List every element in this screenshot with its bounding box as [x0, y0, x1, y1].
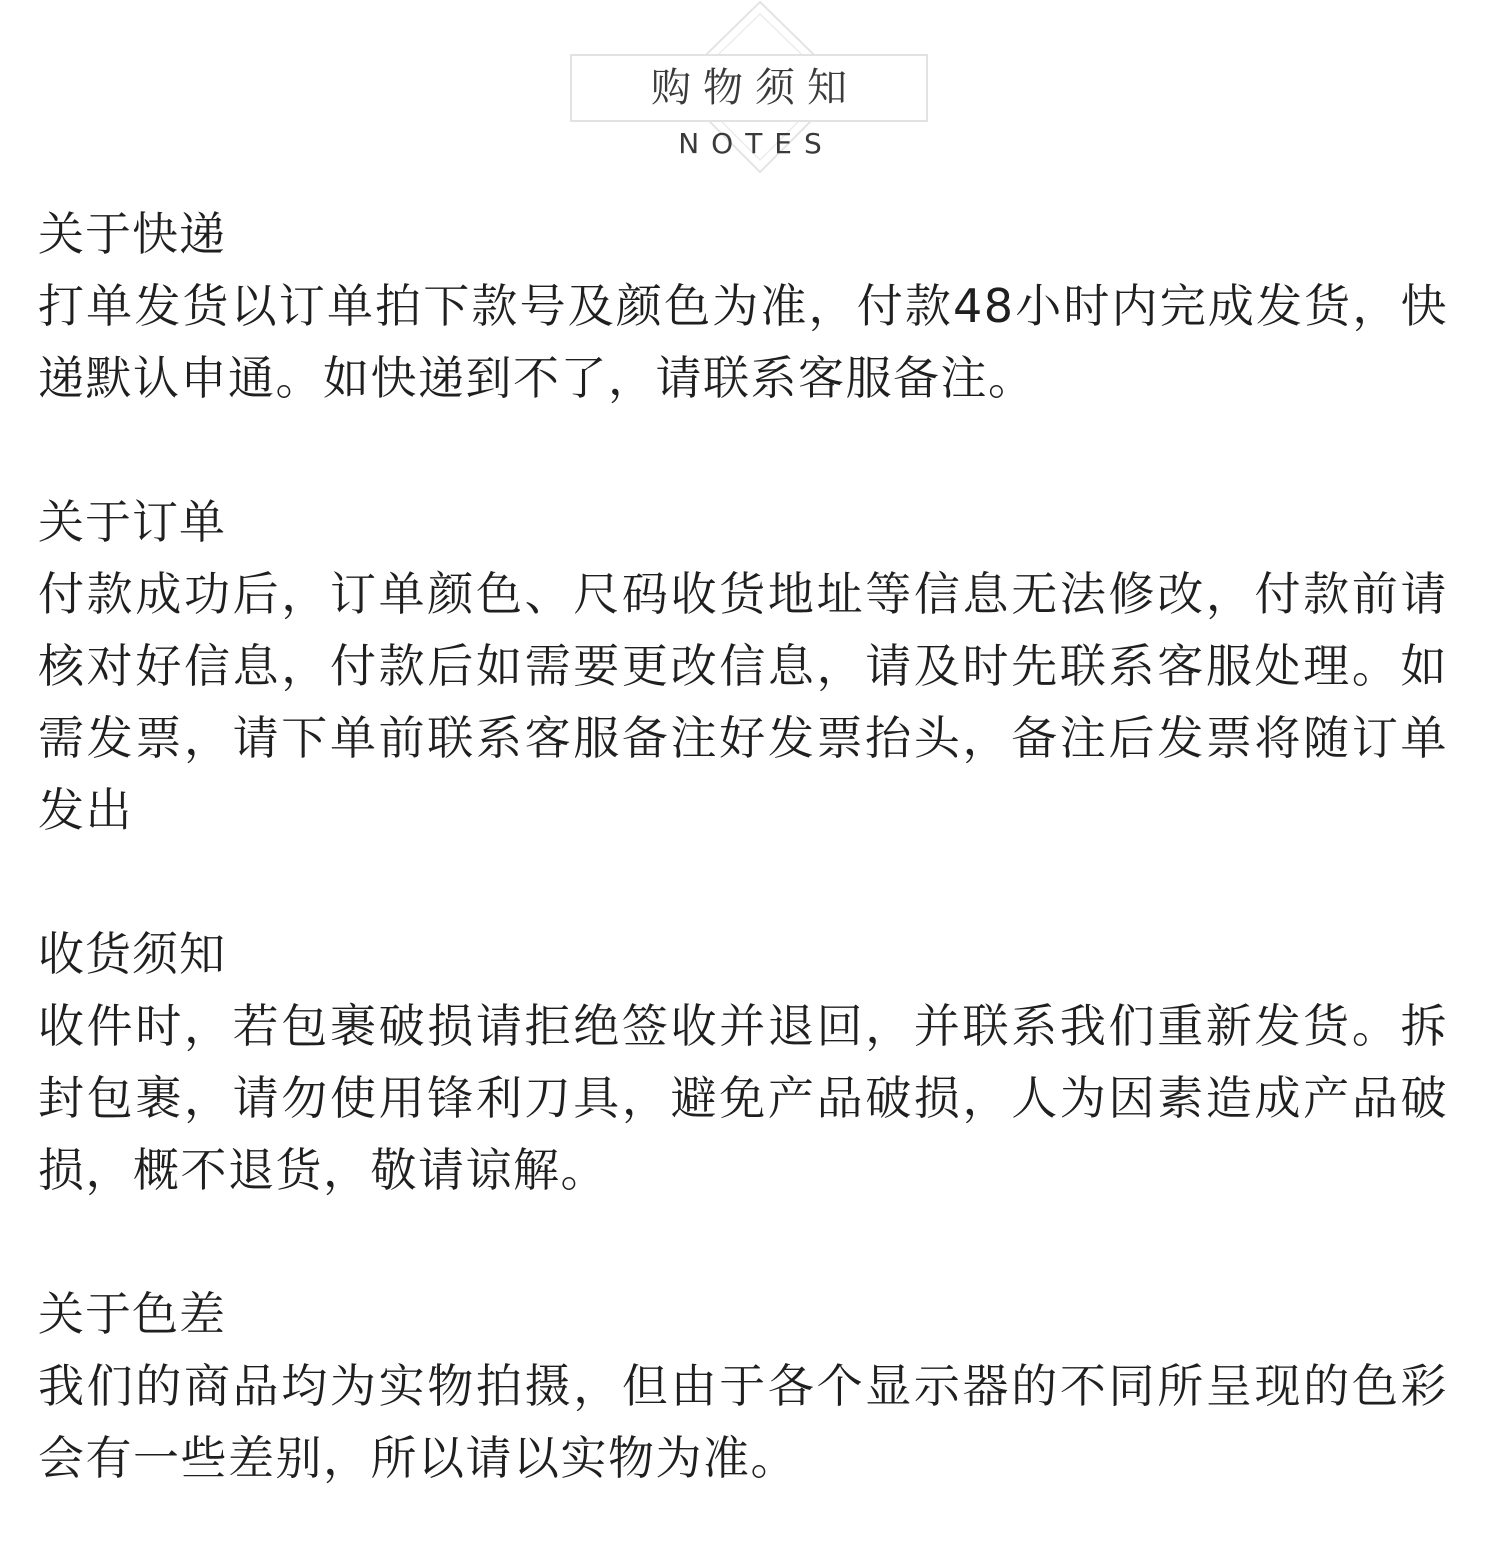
section-body: 收件时，若包裹破损请拒绝签收并退回，并联系我们重新发货。拆封包裹，请勿使用锋利刀具，避免产品破损，人为因素造成产品破损，概不退货，敬请谅解。 [38, 999, 1448, 1197]
section-title: 关于色差 [38, 1287, 226, 1341]
section-body: 我们的商品均为实物拍摄，但由于各个显示器的不同所呈现的色彩会有一些差别，所以请以实物为准。 [38, 1359, 1448, 1485]
section-body: 打单发货以订单拍下款号及颜色为准，付款48小时内完成发货，快递默认申通。如快递到不了，请联系客服备注。 [38, 279, 1448, 405]
section-title: 收货须知 [38, 927, 226, 981]
section-body: 付款成功后，订单颜色、尺码收货地址等信息无法修改，付款前请核对好信息，付款后如需要更改信息，请及时先联系客服处理。如需发票，请下单前联系客服备注好发票抬头，备注后发票将随订单发出 [38, 567, 1448, 837]
page-subtitle: NOTES [678, 127, 834, 160]
section-order [38, 486, 1448, 846]
notes-header [0, 0, 1500, 180]
section-receiving [38, 918, 1448, 1206]
notes-sections [38, 198, 1448, 1566]
section-shipping [38, 198, 1448, 414]
page-title: 购物须知 [651, 65, 859, 111]
section-color-difference [38, 1278, 1448, 1494]
section-title: 关于订单 [38, 495, 226, 549]
section-title: 关于快递 [38, 207, 226, 261]
